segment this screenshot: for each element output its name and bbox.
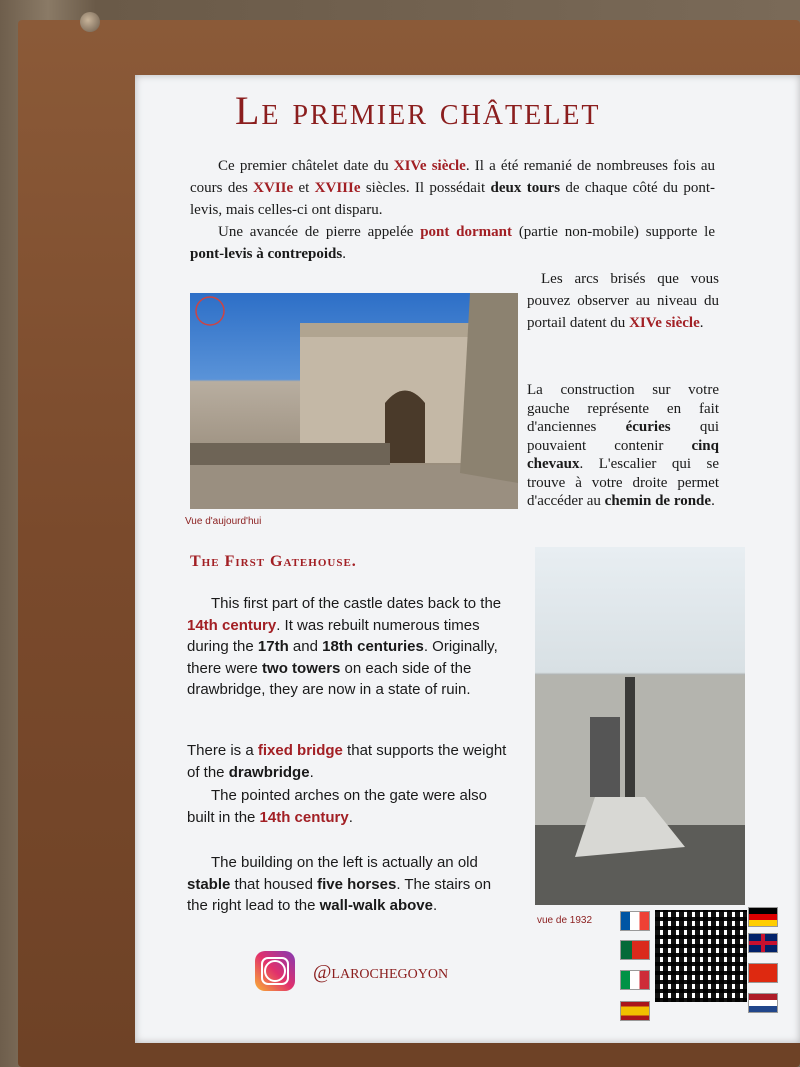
- flag-es-icon[interactable]: [620, 1001, 650, 1021]
- flag-de-icon[interactable]: [748, 907, 778, 927]
- en-paragraph-3: The pointed arches on the gate were also built in the 14th century.: [187, 787, 488, 826]
- info-panel: [135, 75, 800, 1043]
- photo-today: [190, 293, 518, 509]
- en-paragraph-2: There is a fixed bridge that supports the weight of the drawbridge.: [187, 742, 507, 781]
- en-title: The First Gatehouse.: [190, 553, 357, 570]
- flag-it-icon[interactable]: [620, 970, 650, 990]
- photo-today-caption: Vue d'aujourd'hui: [185, 516, 262, 527]
- screw-icon: [80, 12, 100, 32]
- flag-cn-icon[interactable]: [748, 963, 778, 983]
- en-paragraph-1: This first part of the castle dates back to the 14th century. It was rebuilt numerous times during the 17th and 18th centuries. Originally, there were two towers on each side of the drawbridge, they are now in a state of ruin.: [187, 595, 502, 698]
- page-title: Le premier châtelet: [235, 88, 601, 133]
- castle-gate-photo: [190, 293, 518, 509]
- photo-1932: [535, 547, 745, 905]
- photo-1932-caption: vue de 1932: [537, 915, 593, 926]
- qr-code[interactable]: [655, 910, 747, 1002]
- flag-fr-icon[interactable]: [620, 911, 650, 931]
- fr-paragraph-1: Ce premier châtelet date du XIVe siècle. Il a été remanié de nombreuses fois au cours des XVIIe et XVIIIe siècles. Il possédait deux tours de chaque côté du pont-levis, mais celles-ci ont disparu.: [190, 158, 716, 218]
- instagram-icon[interactable]: [255, 951, 295, 991]
- instagram-handle[interactable]: @larochegoyon: [313, 961, 449, 983]
- fr-paragraph-4: La construction sur votre gauche représente en fait d'anciennes écuries qui pouvaient contenir cinq chevaux. L'escalier qui se trouve à votre droite permet d'accéder au chemin de ronde.: [527, 382, 719, 509]
- en-paragraph-4: The building on the left is actually an old stable that housed five horses. The stairs on the right lead to the wall-walk above.: [187, 854, 492, 914]
- flag-pt-icon[interactable]: [620, 940, 650, 960]
- flag-nl-icon[interactable]: [748, 993, 778, 1013]
- castle-gate-1932-photo: [535, 547, 745, 905]
- flag-uk-icon[interactable]: [748, 933, 778, 953]
- fr-paragraph-2: Une avancée de pierre appelée pont dormant (partie non-mobile) supporte le pont-levis à contrepoids.: [190, 224, 715, 262]
- fr-paragraph-3: Les arcs brisés que vous pouvez observer au niveau du portail datent du XIVe siècle.: [527, 271, 719, 331]
